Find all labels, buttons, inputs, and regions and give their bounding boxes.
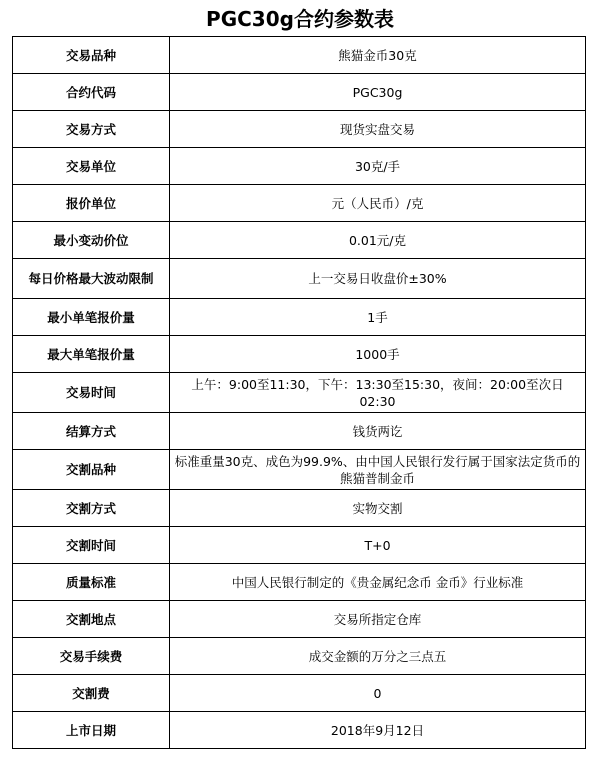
page-title: PGC30g合约参数表 (206, 7, 394, 31)
row-value: 熊猫金币30克 (170, 37, 586, 74)
row-value: 实物交割 (170, 490, 586, 527)
row-label: 交割时间 (13, 527, 170, 564)
row-label: 交易方式 (13, 111, 170, 148)
row-value: 0.01元/克 (170, 222, 586, 259)
row-label: 质量标准 (13, 564, 170, 601)
row-value: T+0 (170, 527, 586, 564)
table-row (13, 413, 586, 450)
row-value: 钱货两讫 (170, 413, 586, 450)
table-row (13, 373, 586, 413)
row-value: PGC30g (170, 74, 586, 111)
row-value: 1手 (170, 299, 586, 336)
row-value: 交易所指定仓库 (170, 601, 586, 638)
row-label: 报价单位 (13, 185, 170, 222)
row-label: 交割地点 (13, 601, 170, 638)
table-row (13, 299, 586, 336)
row-label: 交割方式 (13, 490, 170, 527)
row-label: 每日价格最大波动限制 (13, 259, 170, 299)
row-value: 0 (170, 675, 586, 712)
row-label: 结算方式 (13, 413, 170, 450)
table-row (13, 450, 586, 490)
table-row (13, 638, 586, 675)
row-value: 30克/手 (170, 148, 586, 185)
contract-spec-table (12, 36, 586, 749)
row-value: 标准重量30克、成色为99.9%、由中国人民银行发行属于国家法定货币的熊猫普制金币 (170, 450, 586, 490)
row-value: 1000手 (170, 336, 586, 373)
row-label: 最小单笔报价量 (13, 299, 170, 336)
table-row (13, 490, 586, 527)
table-row (13, 222, 586, 259)
row-label: 交割品种 (13, 450, 170, 490)
row-label: 交易时间 (13, 373, 170, 413)
row-label: 最大单笔报价量 (13, 336, 170, 373)
row-value: 上午：9:00至11:30，下午：13:30至15:30，夜间：20:00至次日02:30 (170, 373, 586, 413)
table-row (13, 74, 586, 111)
table-row (13, 564, 586, 601)
table-row (13, 37, 586, 74)
row-value: 中国人民银行制定的《贵金属纪念币 金币》行业标准 (170, 564, 586, 601)
table-row (13, 148, 586, 185)
table-row (13, 259, 586, 299)
row-value: 元（人民币）/克 (170, 185, 586, 222)
table-row (13, 675, 586, 712)
row-value: 现货实盘交易 (170, 111, 586, 148)
table-row (13, 527, 586, 564)
table-row (13, 185, 586, 222)
row-label: 交易单位 (13, 148, 170, 185)
row-label: 最小变动价位 (13, 222, 170, 259)
row-label: 交割费 (13, 675, 170, 712)
table-row (13, 712, 586, 749)
row-label: 上市日期 (13, 712, 170, 749)
row-label: 合约代码 (13, 74, 170, 111)
row-label: 交易手续费 (13, 638, 170, 675)
table-row (13, 111, 586, 148)
row-label: 交易品种 (13, 37, 170, 74)
row-value: 2018年9月12日 (170, 712, 586, 749)
row-value: 上一交易日收盘价±30% (170, 259, 586, 299)
table-row (13, 336, 586, 373)
row-value: 成交金额的万分之三点五 (170, 638, 586, 675)
table-row (13, 601, 586, 638)
